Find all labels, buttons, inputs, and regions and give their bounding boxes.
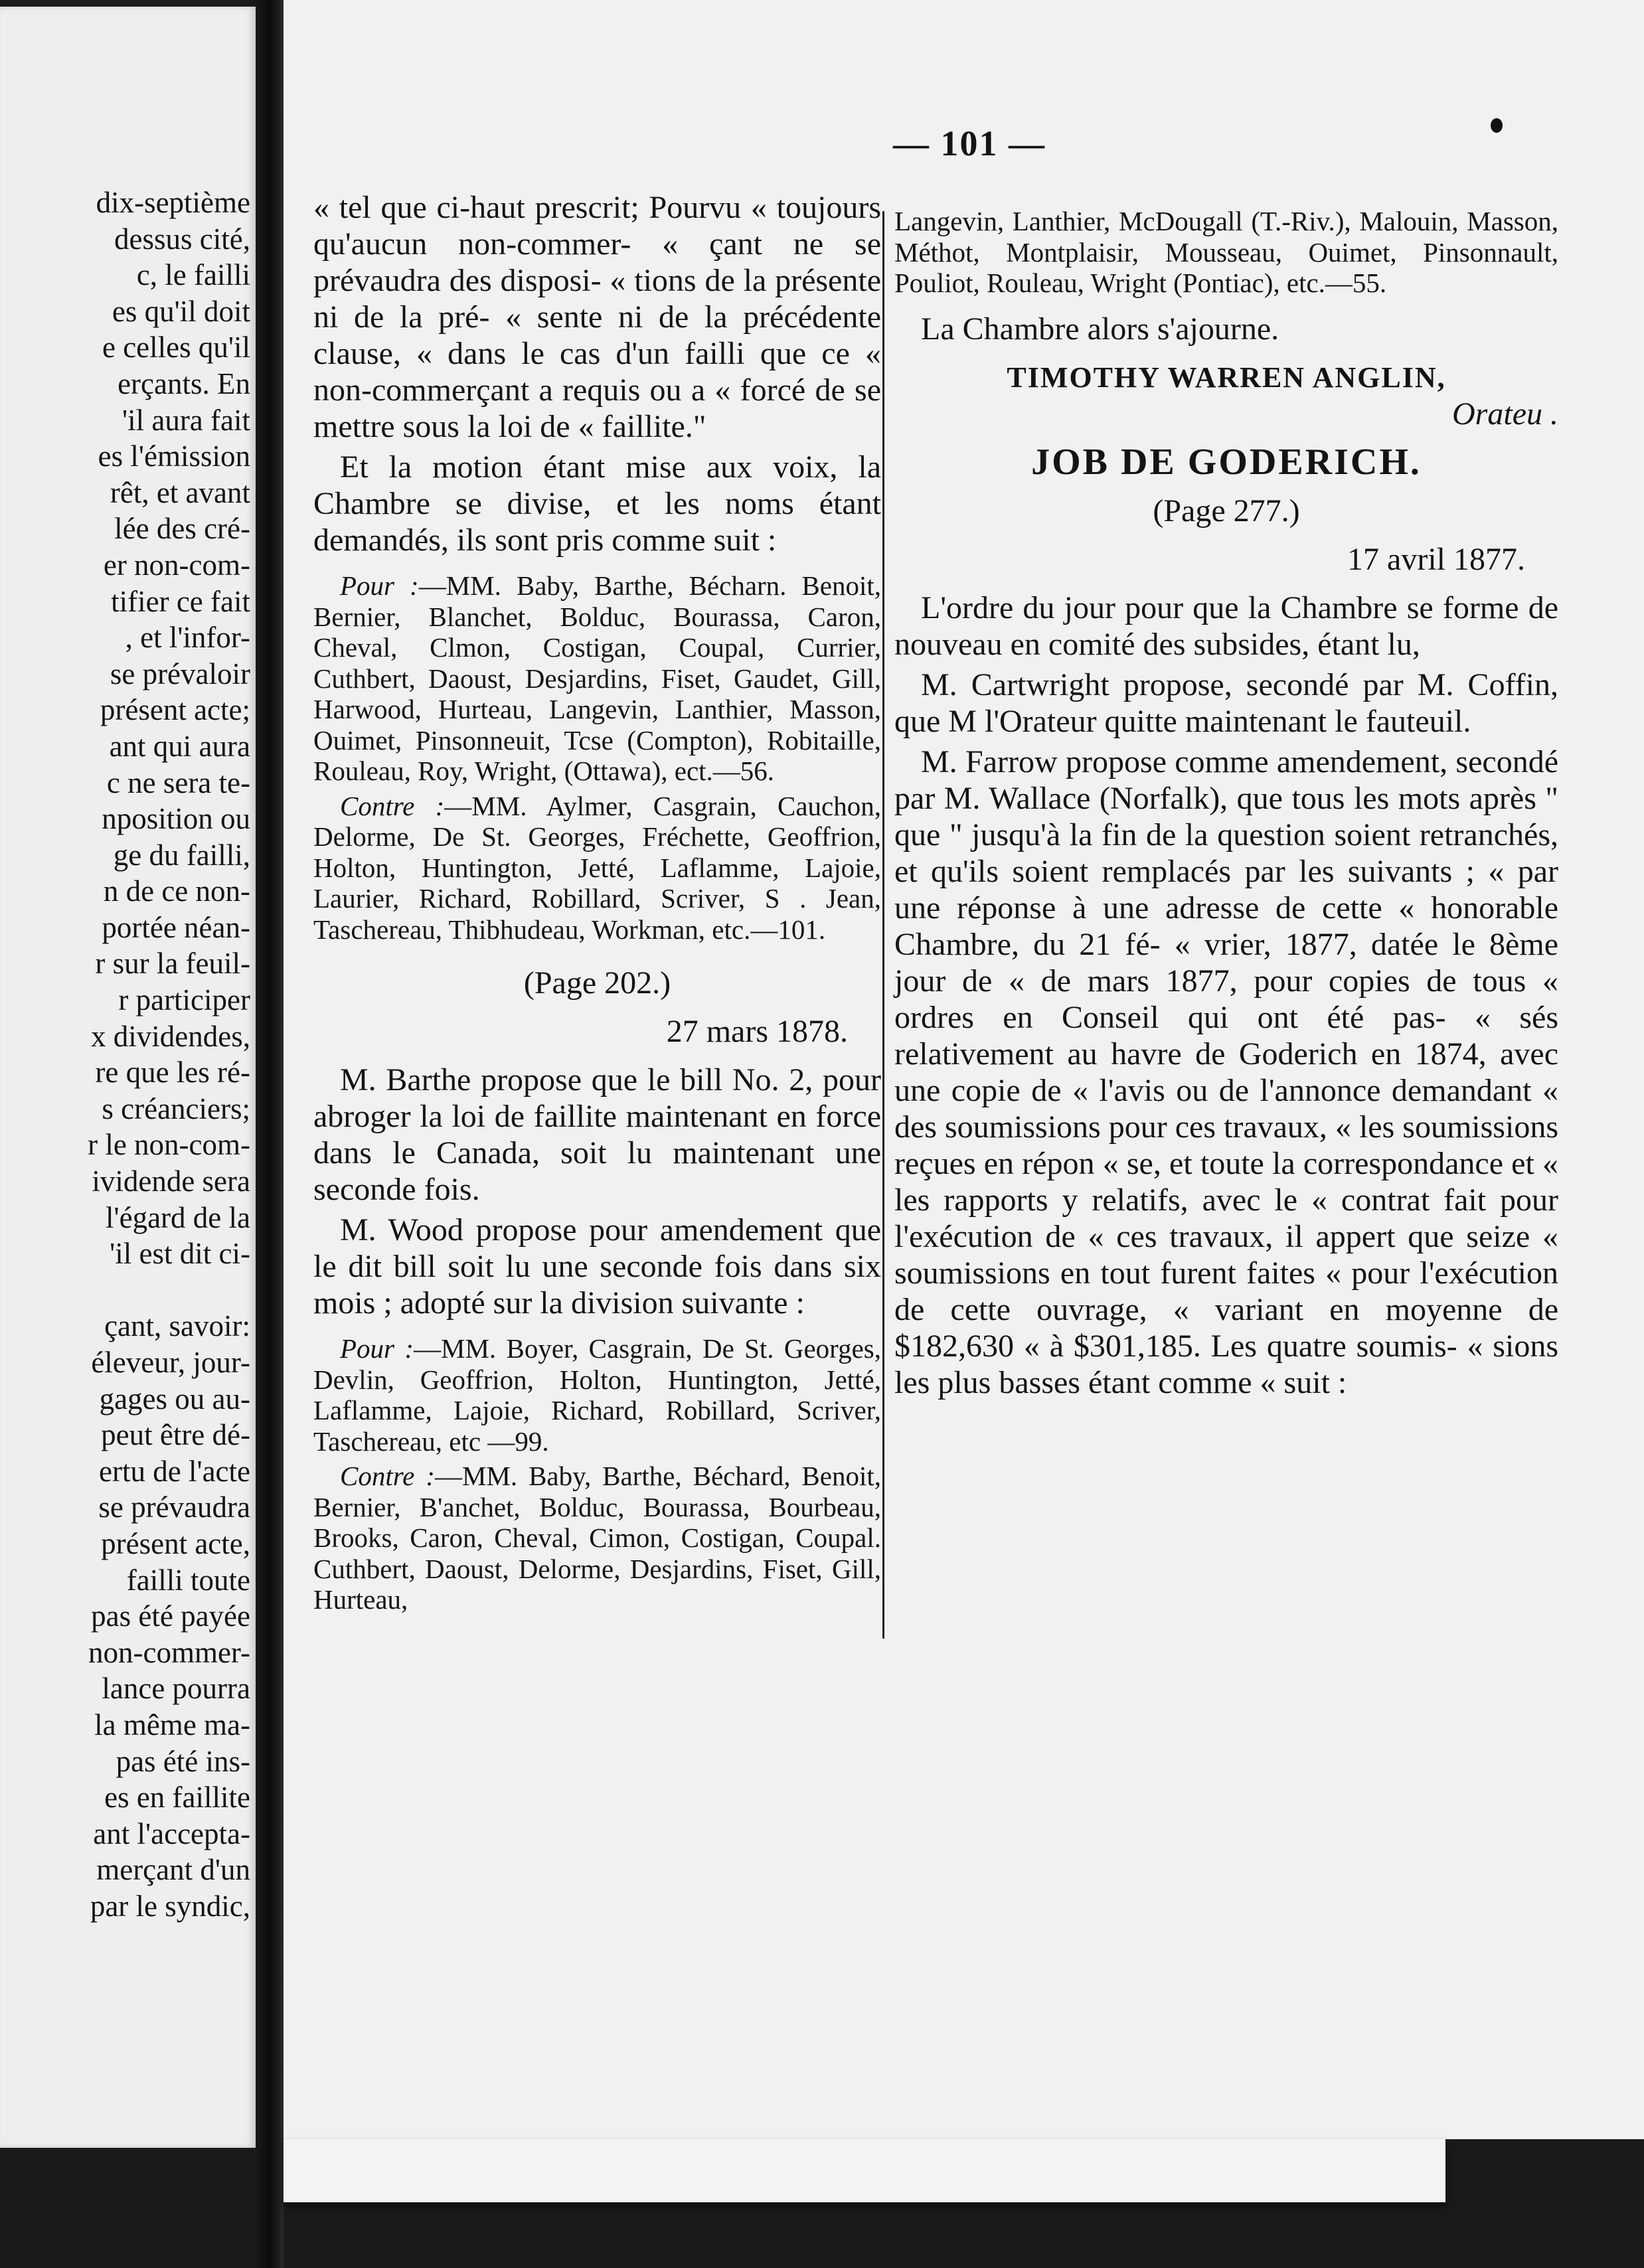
left-page-line: erçants. En — [118, 366, 250, 400]
column-right — [894, 206, 1558, 1401]
speaker-name: TIMOTHY WARREN ANGLIN, — [1007, 361, 1446, 394]
left-page-line: la même ma- — [94, 1708, 250, 1742]
left-page-line — [0, 1272, 250, 1309]
vote-contre-1 — [313, 791, 881, 945]
left-page-line: ge du failli, — [113, 838, 250, 872]
left-page-line: portée néan- — [102, 910, 250, 944]
left-page-line: dix-septième — [96, 186, 250, 219]
left-page-line: pas été ins- — [116, 1744, 250, 1778]
left-page-line: r participer — [118, 983, 250, 1017]
left-page-line: ertu de l'acte — [99, 1454, 250, 1488]
vote-contre-label: Contre : — [340, 1461, 435, 1491]
left-page-line: re que les ré- — [95, 1056, 250, 1090]
left-page-line: par le syndic, — [90, 1889, 250, 1923]
left-page-line: lée des cré- — [114, 512, 250, 546]
page-reference: (Page 277.) — [1153, 493, 1300, 528]
vote-pour-names: —MM. Boyer, Casgrain, De St. Georges, Devlin, Geoffrion, Holton, Huntington, Jetté, Laflamme, Lajoie, Richard, Robillard, Scriver, Taschereau, etc —99. — [313, 1333, 881, 1457]
wood-amendment: M. Wood propose pour amendement que le dit bill soit lu une seconde fois dans six mois ; adopté sur la division suivante : — [313, 1212, 881, 1321]
speaker-title: Orateu . — [1452, 396, 1558, 432]
left-page-line: éleveur, jour- — [91, 1346, 250, 1379]
left-page-line: merçant d'un — [96, 1853, 250, 1887]
left-page-text — [0, 185, 250, 1925]
vote-contre-names: —MM. Baby, Barthe, Béchard, Benoit, Bernier, B'anchet, Bolduc, Bourassa, Bourbeau, Brooks, Caron, Cheval, Cimon, Costigan, Coupal. Cuthbert, Daoust, Delorme, Desjardins, Fiset, Gill, Hurteau, — [313, 1461, 881, 1615]
cartwright-motion: M. Cartwright propose, secondé par M. Coffin, que M l'Orateur quitte maintenant le fauteuil. — [894, 667, 1558, 739]
left-page-line: es qu'il doit — [112, 294, 250, 328]
left-page-line: lance pourra — [102, 1672, 250, 1706]
vote-pour-label: Pour : — [340, 570, 419, 601]
book-gutter — [256, 0, 284, 2268]
adjournment: La Chambre alors s'ajourne. — [921, 311, 1279, 347]
left-page-line: tifier ce fait — [111, 584, 250, 618]
page-reference: (Page 202.) — [523, 965, 671, 1001]
left-page-line: pas été payée — [91, 1599, 250, 1633]
vote-contre-names: —MM. Aylmer, Casgrain, Cauchon, Delorme, De St. Georges, Fréchette, Geoffrion, Holton, Huntington, Jetté, Laflamme, Lajoie, Laurier, Richard, Robillard, Scriver, S . Jean, Taschereau, Thibhudeau, Workman, etc.—101. — [313, 790, 881, 945]
quote-continuation: « tel que ci-haut prescrit; Pourvu « toujours qu'aucun non-commer- « çant ne se prévaudra des disposi- « tions de la présente ni de la pré- « sente ni de la précédente clause, « dans le cas d'un failli que ce « non-commerçant a requis ou a « forcé de se mettre sous la loi de « faillite." — [313, 190, 881, 444]
vote-pour-label: Pour : — [340, 1333, 414, 1364]
left-page-line: e celles qu'il — [102, 331, 250, 364]
left-page-line: présent acte, — [101, 1526, 250, 1560]
left-page-line: se prévaudra — [98, 1491, 250, 1524]
left-page-line: nposition ou — [102, 802, 250, 836]
left-page-line: , et l'infor- — [125, 621, 250, 655]
left-page-line: çant, savoir: — [104, 1309, 250, 1343]
section-heading: JOB DE GODERICH. — [1031, 441, 1422, 483]
left-page-line: 'il aura fait — [122, 403, 250, 437]
vote-pour-2 — [313, 1333, 881, 1457]
vote-contre-continuation: Langevin, Lanthier, McDougall (T.-Riv.), Malouin, Masson, Méthot, Montplaisir, Mousseau, Ouimet, Pinsonnault, Pouliot, Rouleau, Wright (Pontiac), etc.—55. — [894, 206, 1558, 298]
left-page-line: non-commer- — [88, 1635, 250, 1669]
left-page-line: ividende sera — [92, 1165, 250, 1198]
vote-pour-1 — [313, 570, 881, 787]
left-page-line: se prévaloir — [110, 657, 250, 690]
left-page-line: n de ce non- — [103, 874, 250, 908]
barthe-motion: M. Barthe propose que le bill No. 2, pour abroger la loi de faillite maintenant en force dans le Canada, soit lu maintenant une seconde fois. — [313, 1062, 881, 1207]
order-of-day: L'ordre du jour pour que la Chambre se forme de nouveau en comité des subsides, étant lu, — [894, 590, 1558, 662]
vote-pour-names: —MM. Baby, Barthe, Bécharn. Benoit, Bernier, Blanchet, Bolduc, Bourassa, Caron, Cheval, Clmon, Costigan, Coupal, Currier, Cuthbert, Daoust, Desjardins, Fiset, Gaudet, Gill, Harwood, Hurteau, Langevin, Lanthier, Masson, Ouimet, Pinsonneuit, Tcse (Compton), Robitaille, Rouleau, Roy, Wright, (Ottawa), ect.—56. — [313, 570, 882, 786]
left-page-line: présent acte; — [100, 693, 250, 727]
left-page-line: dessus cité, — [114, 222, 250, 256]
left-page-line: l'égard de la — [106, 1200, 250, 1234]
left-page-line: ant qui aura — [109, 729, 250, 763]
left-page-line: failli toute — [126, 1563, 250, 1597]
left-page-line: c, le failli — [136, 258, 250, 292]
farrow-amendment: M. Farrow propose comme amendement, secondé par M. Wallace (Norfalk), que tous les mots après " que " jusqu'à la fin de la question soient retranchés, et qu'ils soient remplacés par les suivants ; « par une réponse à une adresse de cette « honorable Chambre, du 21 fé- « vrier, 1877, datée le 8ème jour de « de mars 1877, pour copies de tous « ordres en Conseil qui ont été pas- « sés relativement au havre de Goderich en 1874, avec une copie de « l'avis ou de l'annonce demandant « des soumissions pour ces travaux, « les soumissions reçues en répon « se, et toute la correspondance et « les rapports y relatifs, avec le « contrat fait pour l'exécution de « ces travaux, il appert que seize « soumissions en tout furent faites « pour l'exécution de cette ouvrage, « variant en moyenne de $182,630 « à $301,185. Les quatre soumis- « sions les plus basses étant comme « suit : — [894, 744, 1558, 1400]
left-page-line: c ne sera te- — [106, 766, 250, 799]
left-page-line: s créanciers; — [102, 1092, 250, 1125]
ink-mark — [1491, 118, 1503, 133]
page-number: — 101 — — [893, 123, 1046, 163]
left-page-line: peut être dé- — [101, 1418, 250, 1452]
left-page — [0, 7, 256, 2148]
left-page-line: r sur la feuil- — [95, 947, 250, 981]
left-page-line: gages ou au- — [99, 1382, 250, 1416]
left-page-line: r le non-com- — [88, 1128, 250, 1162]
left-page-line: er non-com- — [103, 548, 250, 582]
left-page-line: ant l'accepta- — [93, 1817, 250, 1850]
left-page-line: 'il est dit ci- — [110, 1237, 250, 1271]
column-left — [313, 189, 881, 1615]
vote-contre-2 — [313, 1461, 881, 1615]
main-page — [284, 0, 1644, 2139]
left-page-line: x dividendes, — [91, 1019, 250, 1053]
session-date: 17 avril 1877. — [1347, 541, 1525, 577]
left-page-line: es l'émission — [98, 440, 250, 473]
column-divider — [882, 211, 884, 1639]
vote-contre-label: Contre : — [340, 790, 445, 821]
motion-paragraph: Et la motion étant mise aux voix, la Chambre se divise, et les noms étant demandés, ils sont pris comme suit : — [313, 449, 881, 558]
page-edge — [284, 2139, 1445, 2202]
left-page-line: rêt, et avant — [110, 475, 250, 509]
session-date: 27 mars 1878. — [666, 1014, 848, 1049]
left-page-line: es en faillite — [104, 1781, 250, 1815]
